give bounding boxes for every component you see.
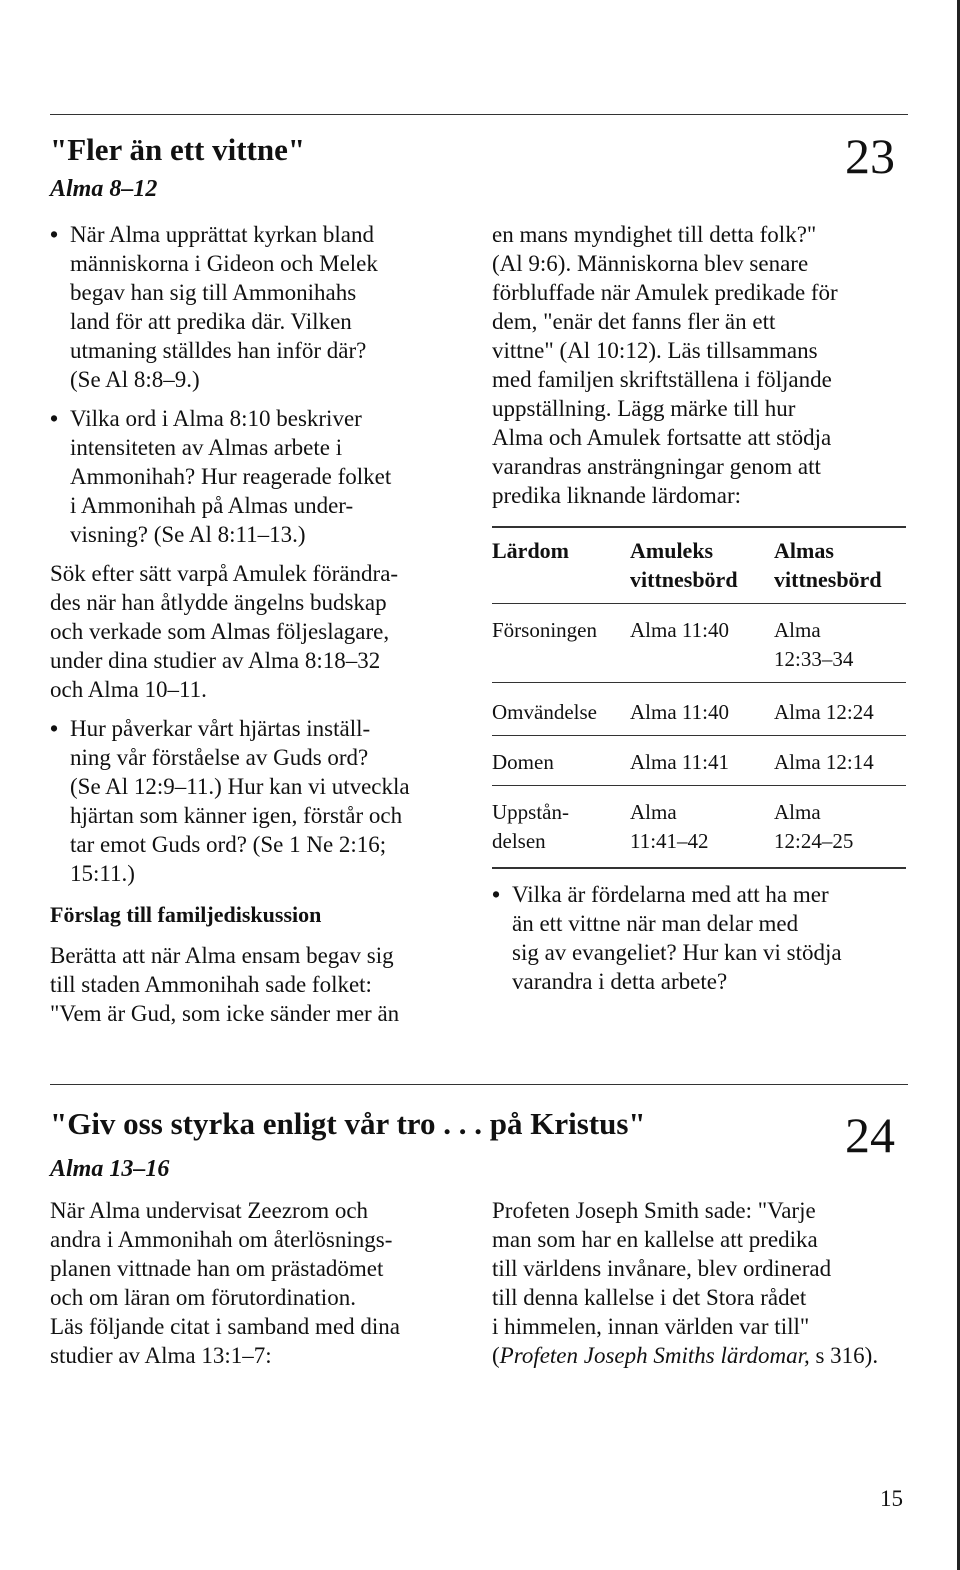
table-cell: Alma 12:14: [774, 750, 874, 774]
table-header-cell: Amuleks vittnesbörd: [630, 538, 738, 592]
table-cell: Domen: [492, 750, 554, 774]
table-row-rule: [492, 735, 906, 736]
section-23-left-column: [50, 220, 470, 1028]
bullet-item: [492, 880, 912, 996]
bullet-icon: •: [50, 222, 59, 247]
citation: (Profeten Joseph Smiths lärdomar, s 316).: [492, 1343, 879, 1368]
table-bottom-rule: [492, 867, 906, 869]
paragraph: Berätta att när Alma ensam begav sig till staden Ammonihah sade folket: "Vem är Gud, som icke sänder mer än: [50, 943, 400, 1026]
table-cell: Alma 12:24–25: [774, 800, 854, 853]
page-number: 15: [880, 1486, 903, 1511]
bullet-text: Vilka ord i Alma 8:10 beskriver intensiteten av Almas arbete i Ammonihah? Hur reagerade folket i Ammonihah på Almas under- visning? (Se Al 8:11–13.): [70, 406, 392, 547]
family-discussion-heading: Förslag till familjediskussion: [50, 902, 322, 927]
table-cell: Omvändelse: [492, 700, 597, 724]
bullet-icon: •: [492, 882, 501, 907]
section-23-right-bullet: [492, 880, 912, 996]
section-23-number: 23: [845, 128, 895, 184]
paragraph: Sök efter sätt varpå Amulek förändra- des när han åtlydde ängelns budskap och verkade som Almas följeslagare, under dina studier av Alma 8:18–32 och Alma 10–11.: [50, 561, 399, 702]
table-cell: Alma 12:24: [774, 700, 874, 724]
section-24-left-column: När Alma undervisat Zeezrom och andra i Ammonihah om återlösnings- planen vittnade han om prästadömet och om läran om förutordination. Läs följande citat i samband med dina studier av Alma 13:1–7:: [50, 1198, 400, 1368]
bullet-text: Hur påverkar vårt hjärtas inställ- ning vår förståelse av Guds ord? (Se Al 12:9–11.) Hur kan vi utveckla hjärtan som känner igen, förstår och tar emot Guds ord? (Se 1 Ne 2:16; 15:11.): [70, 716, 410, 886]
table-row-rule: [492, 682, 906, 683]
section-24-top-rule: [50, 1084, 908, 1085]
section-24-number: 24: [845, 1107, 895, 1163]
section-23-right-column: [492, 220, 912, 510]
bullet-icon: •: [50, 716, 59, 741]
table-cell: Alma 11:41: [630, 750, 729, 774]
table-header-cell: Almas vittnesbörd: [774, 538, 882, 592]
section-23-scripture-ref: Alma 8–12: [50, 176, 158, 202]
paragraph: en mans myndighet till detta folk?" (Al 9:6). Människorna blev senare förbluffade när Amulek predikade för dem, "enär det fanns fler än ett vittne" (Al 10:12). Läs tillsammans med familjen skriftställena i följande uppställning. Lägg märke till hur Alma och Amulek fortsatte att stödja varandras ansträngningar genom att predika liknande lärdomar:: [492, 222, 838, 508]
bullet-item: [50, 714, 470, 888]
section-24-scripture-ref: Alma 13–16: [50, 1156, 170, 1182]
table-header-cell: Lärdom: [492, 538, 569, 563]
table-cell: Uppstån- delsen: [492, 800, 569, 853]
bullet-icon: •: [50, 406, 59, 431]
section-23-title: "Fler än ett vittne": [50, 132, 306, 167]
bullet-text: När Alma upprättat kyrkan bland människorna i Gideon och Melek begav han sig till Ammonihahs land för att predika där. Vilken utmaning ställdes han inför där? (Se Al 8:8–9.): [70, 222, 378, 392]
table-cell: Alma 11:40: [630, 618, 729, 642]
table-cell: Alma 11:40: [630, 700, 729, 724]
section-24-title: "Giv oss styrka enligt vår tro . . . på Kristus": [50, 1106, 646, 1141]
table-header-rule: [492, 603, 906, 604]
bullet-item: [50, 404, 470, 549]
table-cell: Försoningen: [492, 618, 597, 642]
table-cell: Alma 12:33–34: [774, 618, 854, 671]
bullet-item: [50, 220, 470, 394]
testimony-table: [492, 536, 906, 896]
section-24-right-column: Profeten Joseph Smith sade: "Varje man som har en kallelse att predika till världens invånare, blev ordinerad till denna kallelse i det Stora rådet i himmelen, innan världen var till" (Profeten Joseph Smiths lärdomar, s 316).: [492, 1196, 932, 1370]
citation-title: Profeten Joseph Smiths lärdomar,: [499, 1343, 810, 1368]
section-23-top-rule: [50, 114, 908, 115]
bullet-text: Vilka är fördelarna med att ha mer än ett vittne när man delar med sig av evangeliet? Hur kan vi stödja varandra i detta arbete?: [512, 882, 842, 994]
table-row-rule: [492, 785, 906, 786]
table-cell: Alma 11:41–42: [630, 800, 709, 853]
table-top-rule: [492, 526, 906, 528]
